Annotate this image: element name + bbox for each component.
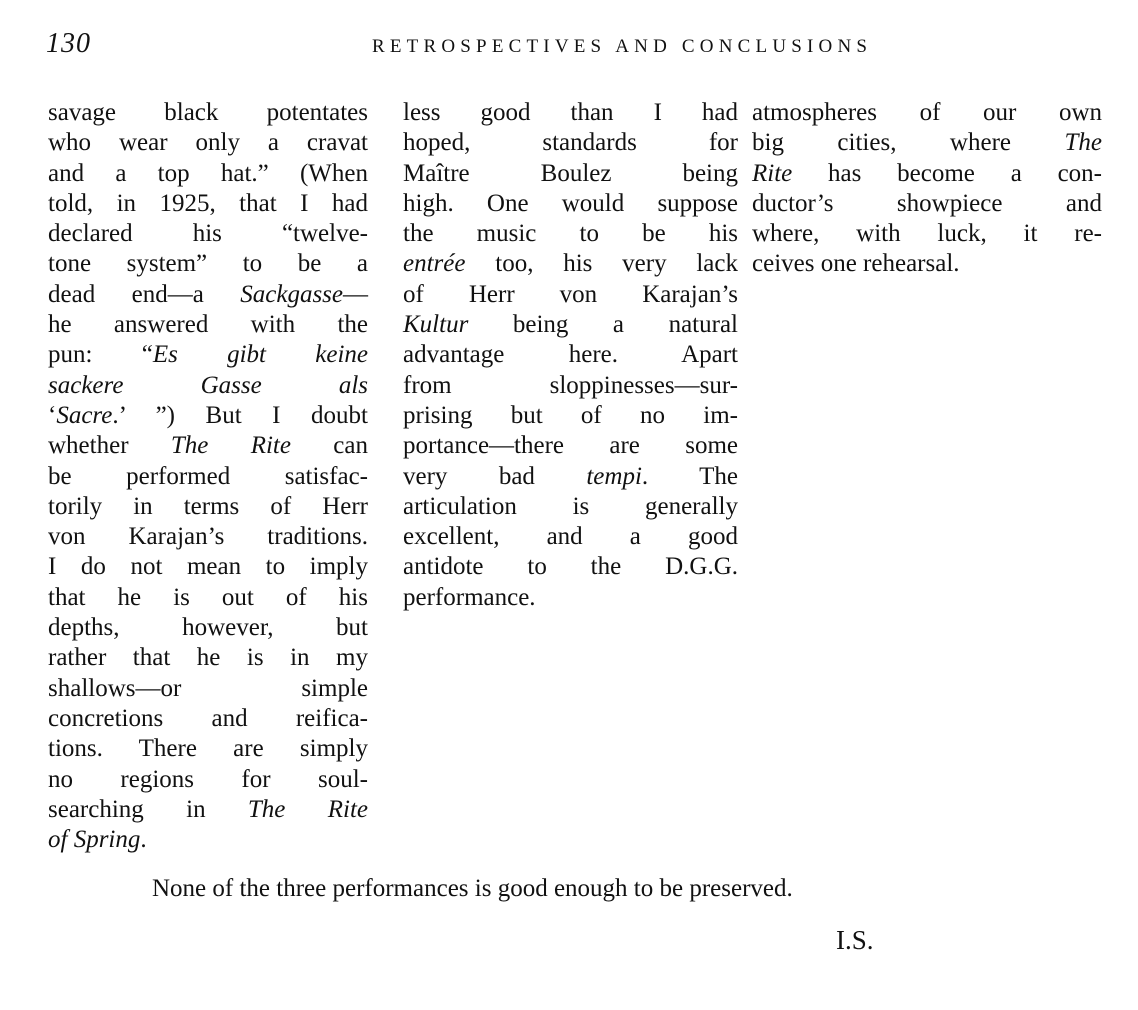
italic-text: entrée: [403, 250, 466, 278]
text-run: told, in 1925, that I had: [48, 189, 368, 217]
text-run: ‘: [48, 401, 57, 429]
text-run: depths, however, but: [48, 614, 368, 642]
text-run: antidote to the D.G.G.: [403, 553, 738, 581]
text-run: of Herr von Karajan’s: [403, 280, 738, 308]
text-line: [48, 371, 368, 401]
text-line: [48, 249, 368, 279]
text-run: advantage here. Apart: [403, 341, 738, 369]
text-line: [403, 522, 738, 552]
text-line: [48, 734, 368, 764]
running-head: RETROSPECTIVES AND CONCLUSIONS: [372, 36, 873, 57]
italic-text: sackere Gasse als: [48, 371, 368, 399]
text-line: [48, 159, 368, 189]
text-line: [752, 249, 1102, 279]
text-run: Maître Boulez being: [403, 159, 738, 187]
italic-text: Rite: [752, 159, 793, 187]
text-run: has become a con-: [792, 159, 1102, 187]
italic-text: Sackgasse: [240, 280, 343, 308]
text-line: [48, 552, 368, 582]
text-line: [403, 189, 738, 219]
text-line: [48, 128, 368, 158]
text-run: tions. There are simply: [48, 735, 368, 763]
text-line: [403, 98, 738, 128]
text-line: [48, 674, 368, 704]
italic-text: Sacre: [56, 401, 113, 429]
text-line: [403, 583, 738, 613]
signature: I.S.: [836, 925, 874, 955]
text-run: prising but of no im-: [403, 401, 738, 429]
text-line: [752, 159, 1102, 189]
text-line: [48, 98, 368, 128]
text-run: —: [343, 280, 368, 308]
text-run: that he is out of his: [48, 583, 368, 611]
text-run: declared his “twelve-: [48, 220, 368, 248]
text-line: [403, 310, 738, 340]
text-line: [403, 371, 738, 401]
italic-text: of Spring: [48, 826, 141, 854]
text-line: [48, 704, 368, 734]
text-run: very bad: [403, 462, 587, 490]
italic-text: Kultur: [403, 311, 469, 339]
text-run: dead end—a: [48, 280, 241, 308]
italic-text: Es gibt keine: [152, 341, 368, 369]
text-line: [403, 280, 738, 310]
text-line: [48, 401, 368, 431]
text-line: [48, 825, 368, 855]
text-line: [752, 98, 1102, 128]
text-run: excellent, and a good: [403, 523, 738, 551]
page-number: 130: [46, 28, 91, 59]
italic-text: tempi: [586, 462, 642, 490]
text-run: whether: [48, 432, 171, 460]
text-run: portance—there are some: [403, 432, 738, 460]
text-run: high. One would suppose: [403, 189, 738, 217]
text-line: [48, 492, 368, 522]
text-run: no regions for soul-: [48, 765, 368, 793]
text-column-3: [752, 98, 1102, 280]
text-run: where, with luck, it re-: [752, 220, 1102, 248]
text-line: [48, 431, 368, 461]
text-line: [48, 583, 368, 613]
text-line: [752, 189, 1102, 219]
text-run: von Karajan’s traditions.: [48, 523, 368, 551]
text-run: who wear only a cravat: [48, 129, 368, 157]
text-run: being a natural: [468, 311, 738, 339]
text-line: [48, 765, 368, 795]
text-run: torily in terms of Herr: [48, 492, 368, 520]
text-run: the music to be his: [403, 220, 738, 248]
text-run: he answered with the: [48, 311, 368, 339]
text-line: [48, 795, 368, 825]
text-run: concretions and reifica-: [48, 704, 368, 732]
text-line: [403, 492, 738, 522]
text-line: [48, 280, 368, 310]
text-line: [48, 340, 368, 370]
text-run: and a top hat.” (When: [48, 159, 368, 187]
text-run: from sloppinesses—sur-: [403, 371, 738, 399]
text-line: [403, 249, 738, 279]
text-run: performance.: [403, 583, 536, 611]
text-line: [48, 613, 368, 643]
closing-line: None of the three performances is good enough to be preserved.: [152, 875, 793, 902]
text-line: [403, 431, 738, 461]
text-line: [752, 128, 1102, 158]
text-run: shallows—or simple: [48, 674, 368, 702]
text-run: rather that he is in my: [48, 644, 368, 672]
text-line: [48, 462, 368, 492]
text-line: [752, 219, 1102, 249]
italic-text: The Rite: [247, 795, 368, 823]
text-line: [48, 310, 368, 340]
italic-text: The Rite: [170, 432, 291, 460]
text-line: [48, 643, 368, 673]
text-run: tone system” to be a: [48, 250, 368, 278]
text-run: too, his very lack: [465, 250, 738, 278]
text-line: [48, 189, 368, 219]
text-run: ductor’s showpiece and: [752, 189, 1102, 217]
text-run: . The: [641, 462, 738, 490]
text-run: hoped, standards for: [403, 129, 738, 157]
text-line: [403, 462, 738, 492]
text-line: [403, 128, 738, 158]
text-run: .’ ”) But I doubt: [112, 401, 368, 429]
text-run: less good than I had: [403, 99, 738, 126]
text-line: [403, 552, 738, 582]
text-run: can: [290, 432, 368, 460]
text-run: searching in: [48, 795, 248, 823]
text-run: big cities, where: [752, 129, 1065, 157]
text-line: [403, 159, 738, 189]
text-run: articulation is generally: [403, 492, 738, 520]
text-run: pun: “: [48, 341, 153, 369]
text-line: [403, 340, 738, 370]
text-column-2: [403, 98, 738, 613]
text-column-1: [48, 98, 368, 855]
text-line: [403, 219, 738, 249]
text-run: atmospheres of our own: [752, 99, 1102, 126]
text-line: [48, 522, 368, 552]
text-run: be performed satisfac-: [48, 462, 368, 490]
text-run: .: [140, 826, 147, 854]
italic-text: The: [1064, 129, 1102, 157]
text-run: I do not mean to imply: [48, 553, 368, 581]
text-run: ceives one rehearsal.: [752, 250, 960, 278]
text-run: savage black potentates: [48, 99, 368, 126]
text-line: [48, 219, 368, 249]
text-line: [403, 401, 738, 431]
